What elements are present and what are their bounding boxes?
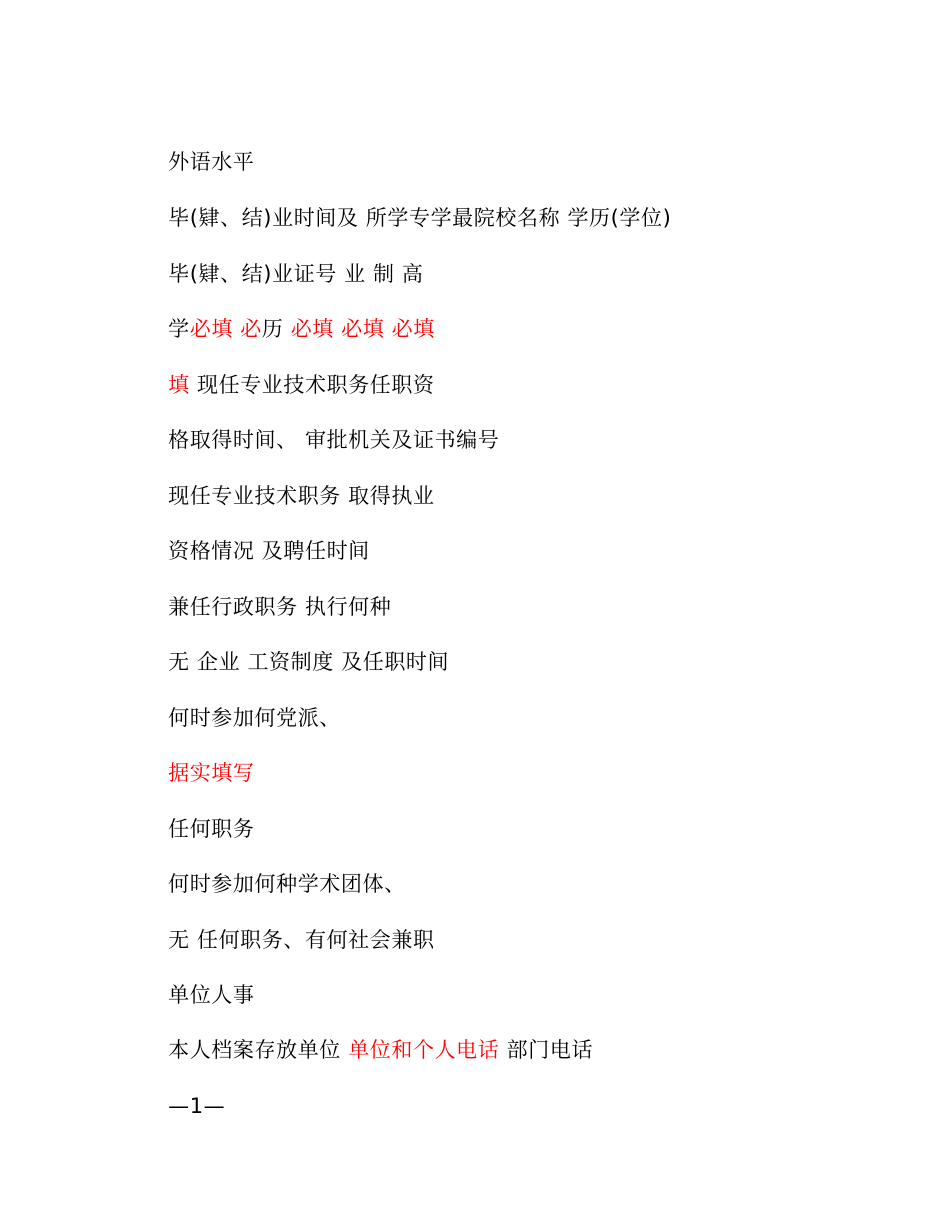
line-segment: 何时参加何党派、 xyxy=(168,706,341,730)
required-note: 据实填写 xyxy=(168,761,255,785)
line-segment: 毕(肄、结)业时间及 所学专学最院校名称 学历(学位) xyxy=(168,206,672,230)
line-segment: 部门电话 xyxy=(499,1038,594,1062)
line-segment: 现任专业技术职务 取得执业 xyxy=(168,484,435,508)
line-segment: 无 任何职务、有何社会兼职 xyxy=(168,928,435,952)
line-segment: 历 xyxy=(261,317,291,341)
required-note: 必填 必填 必填 xyxy=(290,317,435,341)
required-note: 必填 必 xyxy=(189,317,262,341)
line-segment: 毕(肄、结)业证号 业 制 高 xyxy=(168,262,424,286)
line-segment: 何时参加何种学术团体、 xyxy=(168,872,406,896)
line-segment: 本人档案存放单位 xyxy=(168,1038,349,1062)
page-number xyxy=(139,1064,225,1148)
required-note: 填 xyxy=(168,373,190,397)
required-note: 单位和个人电话 xyxy=(348,1038,500,1062)
line-segment: 兼任行政职务 执行何种 xyxy=(168,595,392,619)
line-segment: 学 xyxy=(168,317,190,341)
line-segment: 任何职务 xyxy=(168,817,255,841)
line-segment: 无 企业 工资制度 及任职时间 xyxy=(168,650,450,674)
line-segment: 格取得时间、 审批机关及证书编号 xyxy=(168,428,500,452)
line-segment: 资格情况 及聘任时间 xyxy=(168,539,370,563)
line-segment: 现任专业技术职务任职资 xyxy=(189,373,435,397)
line-segment: 外语水平 xyxy=(168,150,255,174)
line-segment: 单位人事 xyxy=(168,983,255,1007)
line-segment: —1— xyxy=(168,1094,226,1118)
